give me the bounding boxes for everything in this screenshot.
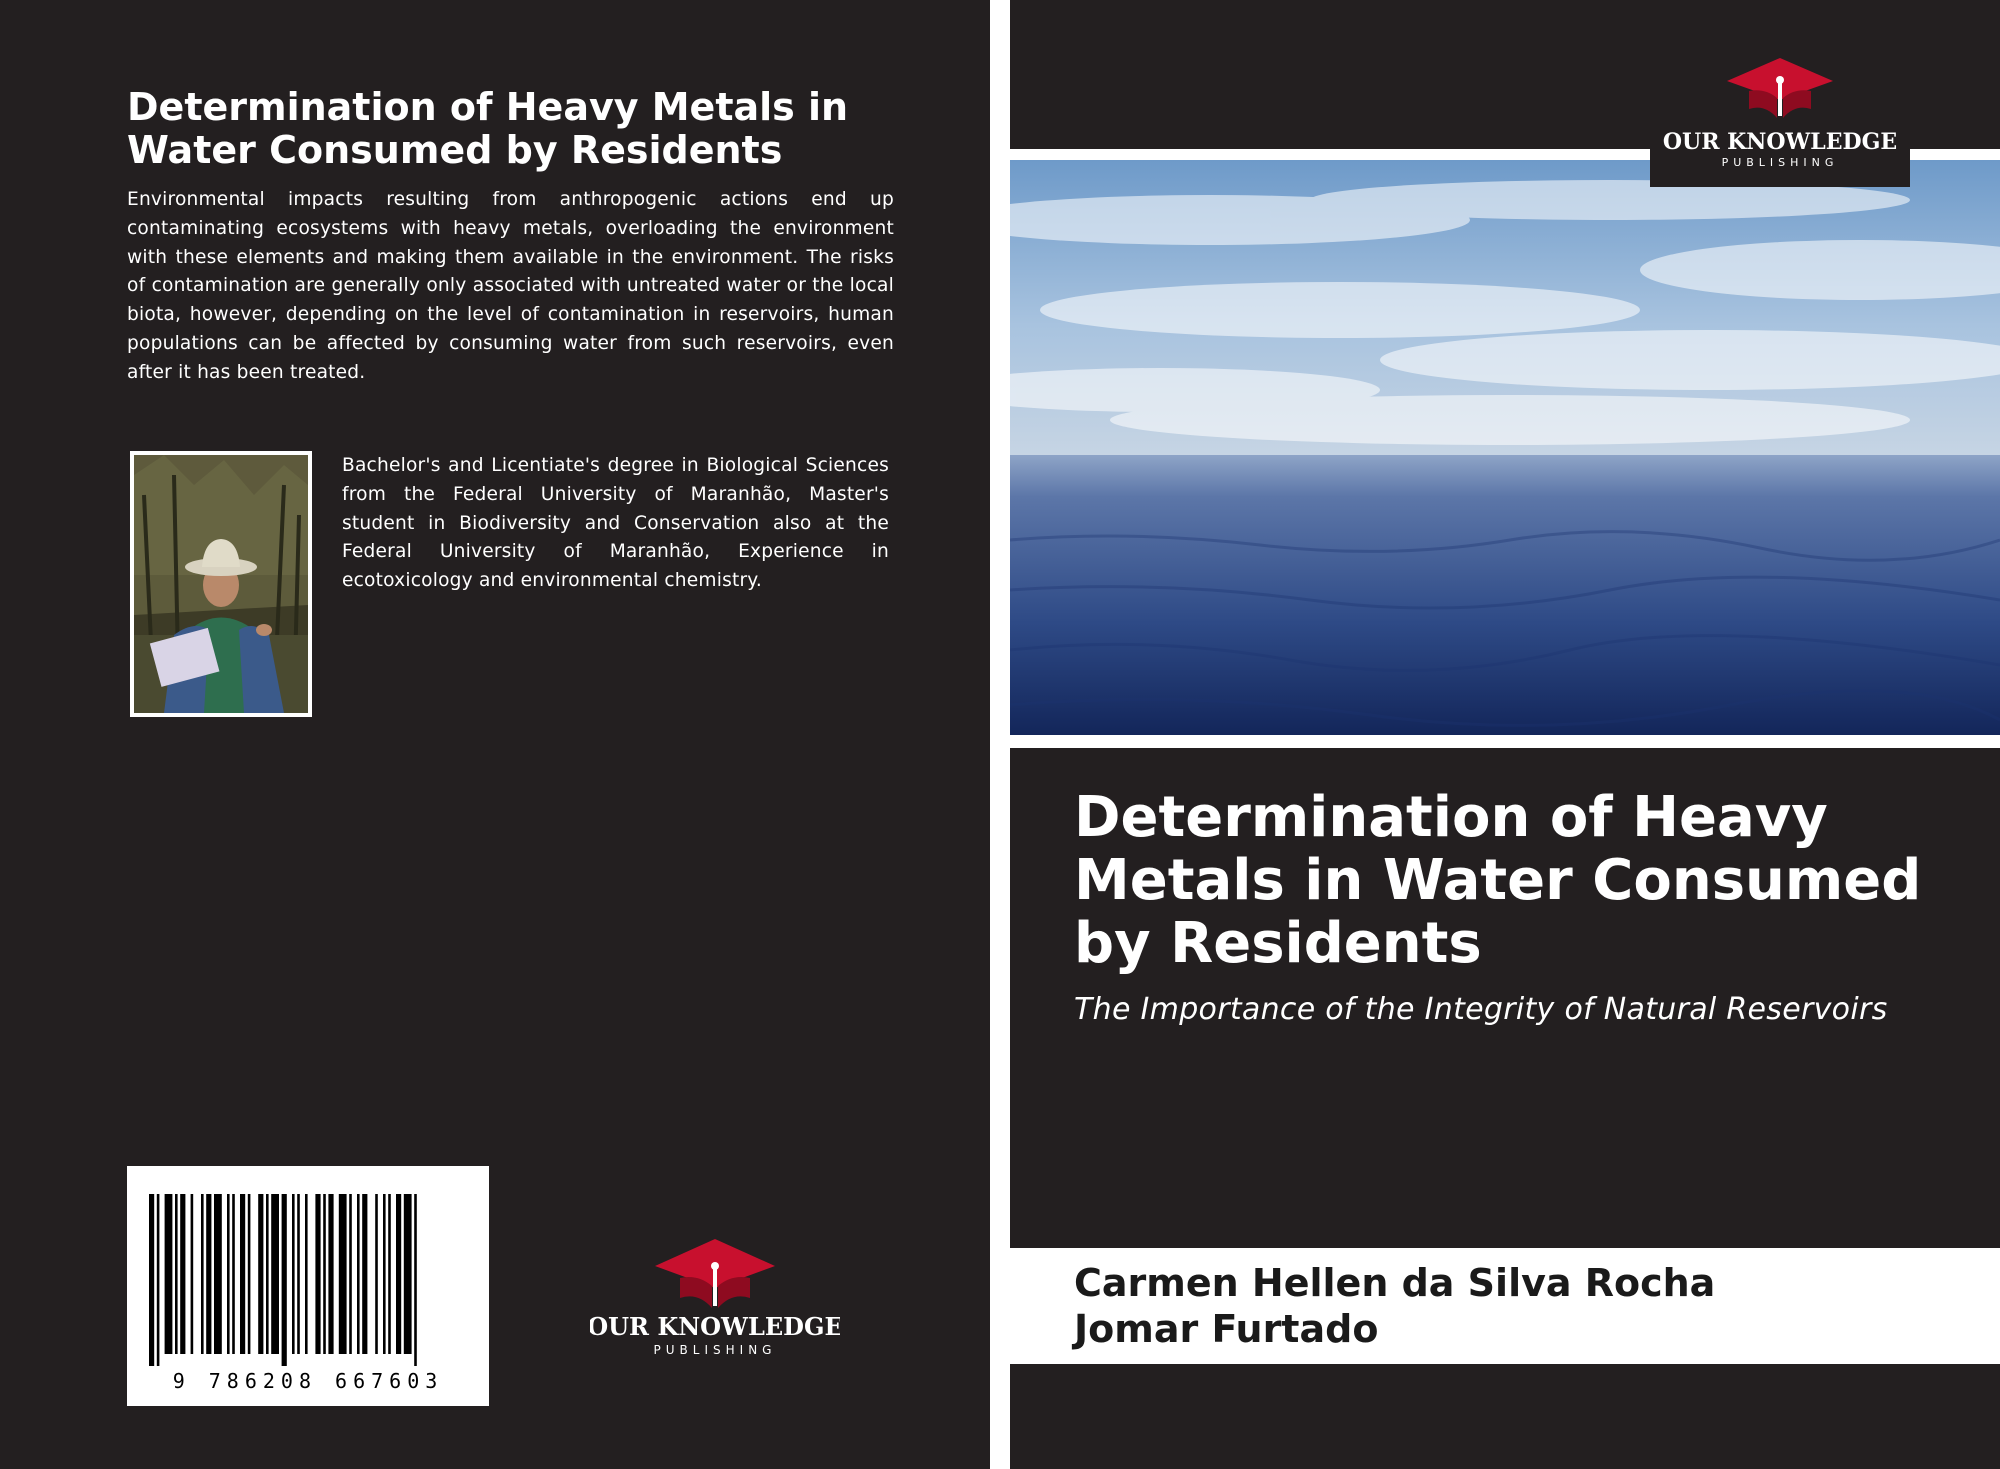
barcode-bar <box>201 1194 204 1354</box>
publisher-name: OUR KNOWLEDGE <box>590 1312 840 1341</box>
barcode-bar <box>339 1194 347 1354</box>
front-cover-title: Determination of Heavy Metals in Water Consumed by Residents <box>1074 785 1922 976</box>
barcode-bar <box>362 1194 367 1354</box>
publisher-logo-back <box>590 1236 840 1362</box>
barcode-bar <box>149 1194 154 1366</box>
barcode-bar <box>227 1194 230 1354</box>
barcode-bar <box>191 1194 194 1354</box>
barcode-bar <box>165 1194 173 1354</box>
front-cover-subtitle: The Importance of the Integrity of Natural Reservoirs <box>1074 992 1888 1027</box>
publisher-subtitle: PUBLISHING <box>653 1343 777 1357</box>
author-photo <box>130 451 312 717</box>
barcode-bar <box>266 1194 269 1354</box>
barcode-bar <box>214 1194 222 1354</box>
back-cover <box>0 0 990 1469</box>
barcode-bar <box>282 1194 287 1366</box>
spine-gap <box>990 0 1010 1469</box>
barcode-bar <box>328 1194 333 1354</box>
back-cover-blurb: Environmental impacts resulting from anthropogenic actions end up contaminating ecosystems with heavy metals, overloading the environment with these elements and making them available in the environment. The risks of contamination are generally only associated with untreated water or the local biota, however, depending on the level of contamination in reservoirs, human populations can be affected by consuming water from such reservoirs, even after it has been treated. <box>127 189 894 383</box>
barcode-bar <box>271 1194 279 1354</box>
barcode-bar <box>383 1194 386 1354</box>
front-bottom-band <box>1010 1364 2000 1469</box>
ocean-photo <box>1010 160 2000 735</box>
author-name: Jomar Furtado <box>1074 1307 1379 1351</box>
graduation-cap-book-icon <box>1727 58 1833 118</box>
barcode-bar <box>305 1194 308 1354</box>
publisher-subtitle: PUBLISHING <box>1721 156 1839 169</box>
barcode-bar <box>297 1194 300 1354</box>
barcode-bar <box>357 1194 360 1354</box>
barcode-bar <box>180 1194 185 1354</box>
barcode-bar <box>248 1194 251 1354</box>
publisher-name: OUR KNOWLEDGE <box>1662 129 1898 155</box>
barcode-bar <box>232 1194 235 1354</box>
barcode-bar <box>315 1194 320 1354</box>
author-name: Carmen Hellen da Silva Rocha <box>1074 1261 1716 1305</box>
barcode-bar <box>404 1194 412 1354</box>
barcode-bar <box>240 1194 245 1354</box>
barcode-bar <box>292 1194 295 1354</box>
isbn-barcode <box>127 1166 489 1406</box>
barcode-bar <box>349 1194 352 1354</box>
barcode-bar <box>414 1194 417 1366</box>
barcode-bar <box>388 1194 391 1354</box>
barcode-bar <box>375 1194 378 1354</box>
isbn-digits: 9 786208 667603 <box>172 1369 444 1393</box>
barcode-bar <box>175 1194 178 1354</box>
author-bio: Bachelor's and Licentiate's degree in Biological Sciences from the Federal University of Maranhão, Master's student in Biodiversity and Conservation also at the Federal University of Maranhão, Experience in ecotoxicology and environmental chemistry. <box>342 455 889 592</box>
publisher-logo-front <box>1650 0 1910 187</box>
barcode-bar <box>206 1194 211 1354</box>
graduation-cap-book-icon <box>655 1239 775 1308</box>
barcode-bar <box>323 1194 326 1354</box>
author-list <box>1074 1260 1974 1352</box>
barcode-bar <box>258 1194 263 1354</box>
barcode-bar <box>396 1194 401 1354</box>
barcode-bar <box>157 1194 160 1366</box>
back-cover-title: Determination of Heavy Metals in Water Consumed by Residents <box>127 85 849 172</box>
